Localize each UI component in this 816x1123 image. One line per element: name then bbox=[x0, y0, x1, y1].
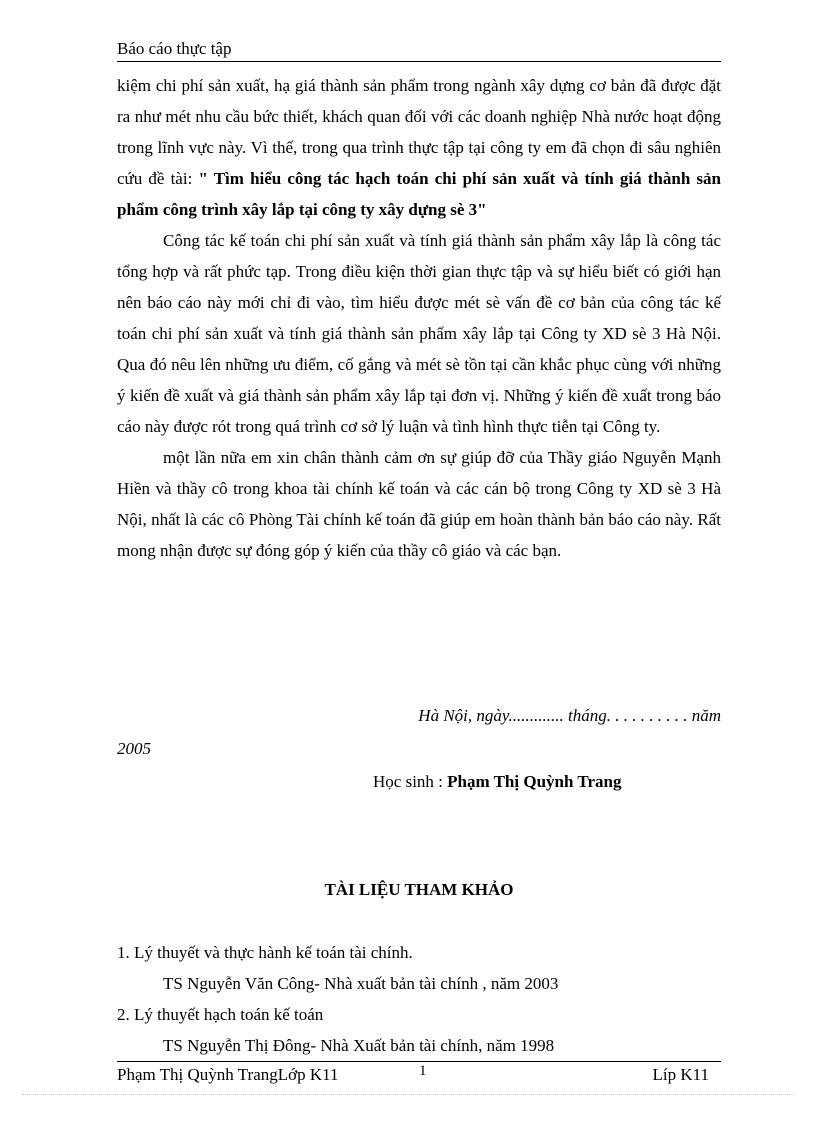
reference-item-title: 2. Lý thuyết hạch toán kế toán bbox=[117, 1005, 324, 1024]
page-header: Báo cáo thực tập bbox=[117, 39, 232, 58]
header-rule bbox=[117, 61, 721, 62]
student-name: Phạm Thị Quỳnh Trang bbox=[447, 772, 622, 791]
page-number: 1 bbox=[419, 1063, 427, 1079]
page-bottom-border bbox=[22, 1094, 794, 1095]
paragraph-2: Công tác kế toán chi phí sản xuất và tính giá thành sản phẩm xây lắp là công tác tổng hợp và rất phức tạp. Trong điều kiện thời gian thực tập và sự hiểu biết có giới hạn nên báo cáo này mới chỉ đi vào, tìm hiểu được mét sè vấn đề cơ bản của công tác kế toán chi phí sản xuất và tính giá thành sản phẩm xây lắp tại Công ty XD sè 3 Hà Nội. Qua đó nêu lên những ưu điểm, cố gắng và mét sè tồn tại cần khắc phục cùng với những ý kiến đề xuất và giá thành sản phẩm xây lắp tại đơn vị. Những ý kiến đề xuất trong báo cáo này được rót trong quá trình cơ sở lý luận và tình hình thực tiễn tại Công ty. bbox=[117, 231, 721, 436]
paragraph-1 bbox=[117, 70, 721, 225]
student-signature bbox=[373, 769, 621, 795]
footer-author: Phạm Thị Quỳnh TrangLớp K11 bbox=[117, 1065, 339, 1084]
reference-item-title: 1. Lý thuyết và thực hành kế toán tài chính. bbox=[117, 943, 413, 962]
thesis-title: " Tìm hiểu công tác hạch toán chi phí sản xuất và tính giá thành sản phẩm công trình xây lắp tại công ty xây dựng sè 3" bbox=[117, 169, 721, 219]
reference-item-detail: TS Nguyễn Thị Đông- Nhà Xuất bản tài chính, năm 1998 bbox=[163, 1036, 555, 1055]
signature-year: 2005 bbox=[117, 739, 151, 758]
reference-item-detail: TS Nguyễn Văn Công- Nhà xuất bản tài chính , năm 2003 bbox=[163, 974, 559, 993]
footer-class: Líp K11 bbox=[652, 1065, 709, 1084]
signature-date: Hà Nội, ngày............. tháng. . . . . . . . . . năm bbox=[418, 706, 721, 725]
paragraph-1-text: kiệm chi phí sản xuất, hạ giá thành sản phẩm trong ngành xây dựng cơ bản đã được đặt ra như mét nhu cầu bức thiết, khách quan đối với các doanh nghiệp Nhà nước hoạt động trong lĩnh vực này. Vì thế, trong qua trình thực tập tại công ty em đã chọn đi sâu nghiên cứu đề tài: bbox=[117, 76, 721, 188]
student-label: Học sinh : bbox=[373, 772, 448, 791]
report-body bbox=[117, 70, 721, 566]
paragraph-3: một lần nữa em xin chân thành cảm ơn sự giúp đỡ của Thầy giáo Nguyễn Mạnh Hiền và thầy cô trong khoa tài chính kế toán và các cán bộ trong Công ty XD sè 3 Hà Nội, nhất là các cô Phòng Tài chính kế toán đã giúp em hoàn thành bản báo cáo này. Rất mong nhận được sự đóng góp ý kiến của thầy cô giáo và các bạn. bbox=[117, 448, 721, 560]
references-title: TÀI LIỆU THAM KHẢO bbox=[324, 880, 514, 899]
references-list bbox=[117, 937, 721, 1061]
